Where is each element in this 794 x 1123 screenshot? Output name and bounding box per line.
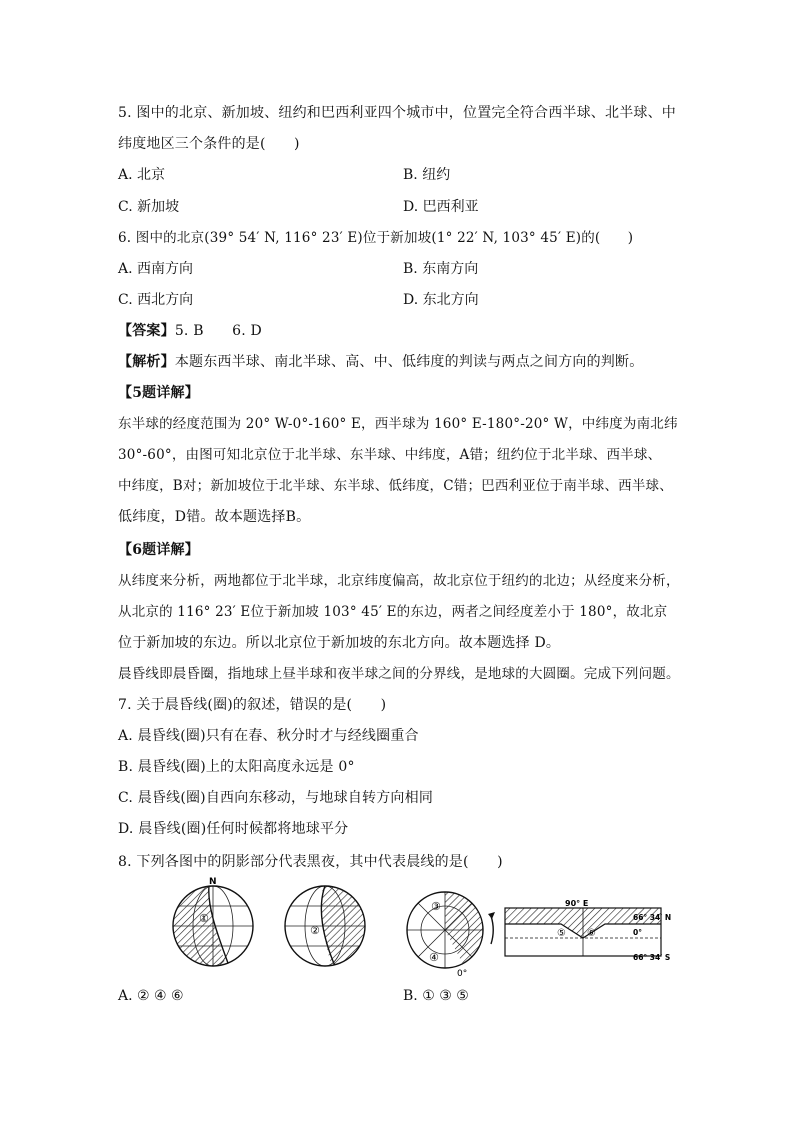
q8-figures [165,878,685,978]
q6-option-c: C. 西北方向 [118,292,194,308]
answer-text: 5. B 6. D [174,323,262,339]
analysis-label: 【解析】 [118,354,175,370]
q6-stem: 6. 图中的北京(39° 54′ N, 116° 23′ E)位于新加坡(1° 22′ N, 103° 45′ E)的( ) [118,230,634,246]
q7-stem: 7. 关于晨昏线(圈)的叙述，错误的是( ) [118,697,387,713]
q7-option-a: A. 晨昏线(圈)只有在春、秋分时才与经线圈重合 [118,728,419,744]
polar3-number-top: ③ [431,900,441,913]
q6-option-b: B. 东南方向 [403,261,479,277]
detail5-title: 【5题详解】 [118,385,199,401]
map4-lat-south-label: 66° 34′ S [633,953,671,962]
detail5-line3: 中纬度，B对；新加坡位于北半球、东半球、低纬度，C错；巴西利亚位于南半球、西半球、 [118,478,673,494]
globe1-north-label: N [209,877,217,887]
figure-polar-3 [407,888,495,979]
detail6-line2: 从北京的 116° 23′ E位于新加坡 103° 45′ E的东边，两者之间经度差小于 180°，故北京 [118,604,668,620]
map4-longitude-label: 90° E [565,899,589,908]
map4-number-left: ⑤ [557,928,566,939]
map4-number-right: ⑥ [587,928,596,939]
q6-option-d: D. 东北方向 [403,292,479,308]
q7-option-d: D. 晨昏线(圈)任何时候都将地球平分 [118,821,349,837]
answer-label: 【答案】 [118,323,175,339]
q5-option-a: A. 北京 [118,167,166,183]
q8-stem: 8. 下列各图中的阴影部分代表黑夜，其中代表晨线的是( ) [118,854,503,870]
q5-stem-line2: 纬度地区三个条件的是( ) [118,136,300,152]
q5-option-c: C. 新加坡 [118,199,180,215]
analysis-line [118,352,678,372]
figure-globe-2 [285,878,375,978]
q5-option-d: D. 巴西利亚 [403,199,479,215]
polar3-night-shade [445,888,487,968]
q6-option-a: A. 西南方向 [118,261,194,277]
analysis-text: 本题东西半球、南北半球、高、中、低纬度的判读与两点之间方向的判断。 [174,354,644,370]
q5-option-b: B. 纽约 [403,167,451,183]
map4-lat-north-label: 66° 34′ N [633,913,672,922]
detail6-line3: 位于新加坡的东边。所以北京位于新加坡的东北方向。故本题选择 D。 [118,635,561,651]
q8-figures-svg [165,878,685,978]
polar3-number-bottom: ④ [429,951,439,964]
detail6-line1: 从纬度来分析，两地都位于北半球，北京纬度偏高，故北京位于纽约的北边；从经度来分析， [118,573,680,589]
q7-option-c: C. 晨昏线(圈)自西向东移动，与地球自转方向相同 [118,790,434,806]
globe2-number-label: ② [310,924,320,937]
q8-option-b: B. ① ③ ⑤ [403,988,469,1004]
map4-lat-equator-label: 0° [633,928,642,937]
figure-map-4 [505,899,671,962]
figure-globe-1 [173,877,253,978]
answer-line [118,321,678,341]
detail5-line2: 30°-60°，由图可知北京位于北半球、东半球、中纬度，A错；纽约位于北半球、西半球、 [118,447,662,463]
globe1-number-label: ① [199,912,209,925]
detail5-line1: 东半球的经度范围为 20° W-0°-160° E，西半球为 160° E-180°-20° W，中纬度为南北纬 [118,416,678,432]
q5-stem-line1: 5. 图中的北京、新加坡、纽约和巴西利亚四个城市中，位置完全符合西半球、北半球、中 [118,105,677,121]
q8-option-a: A. ② ④ ⑥ [118,988,184,1004]
q7-option-b: B. 晨昏线(圈)上的太阳高度永远是 0° [118,759,355,775]
polar3-zero-label: 0° [457,969,468,979]
detail6-title: 【6题详解】 [118,542,199,558]
detail5-line4: 低纬度，D错。故本题选择B。 [118,509,311,525]
intro-text: 晨昏线即晨昏圈，指地球上昼半球和夜半球之间的分界线，是地球的大圆圈。完成下列问题。 [118,666,680,682]
